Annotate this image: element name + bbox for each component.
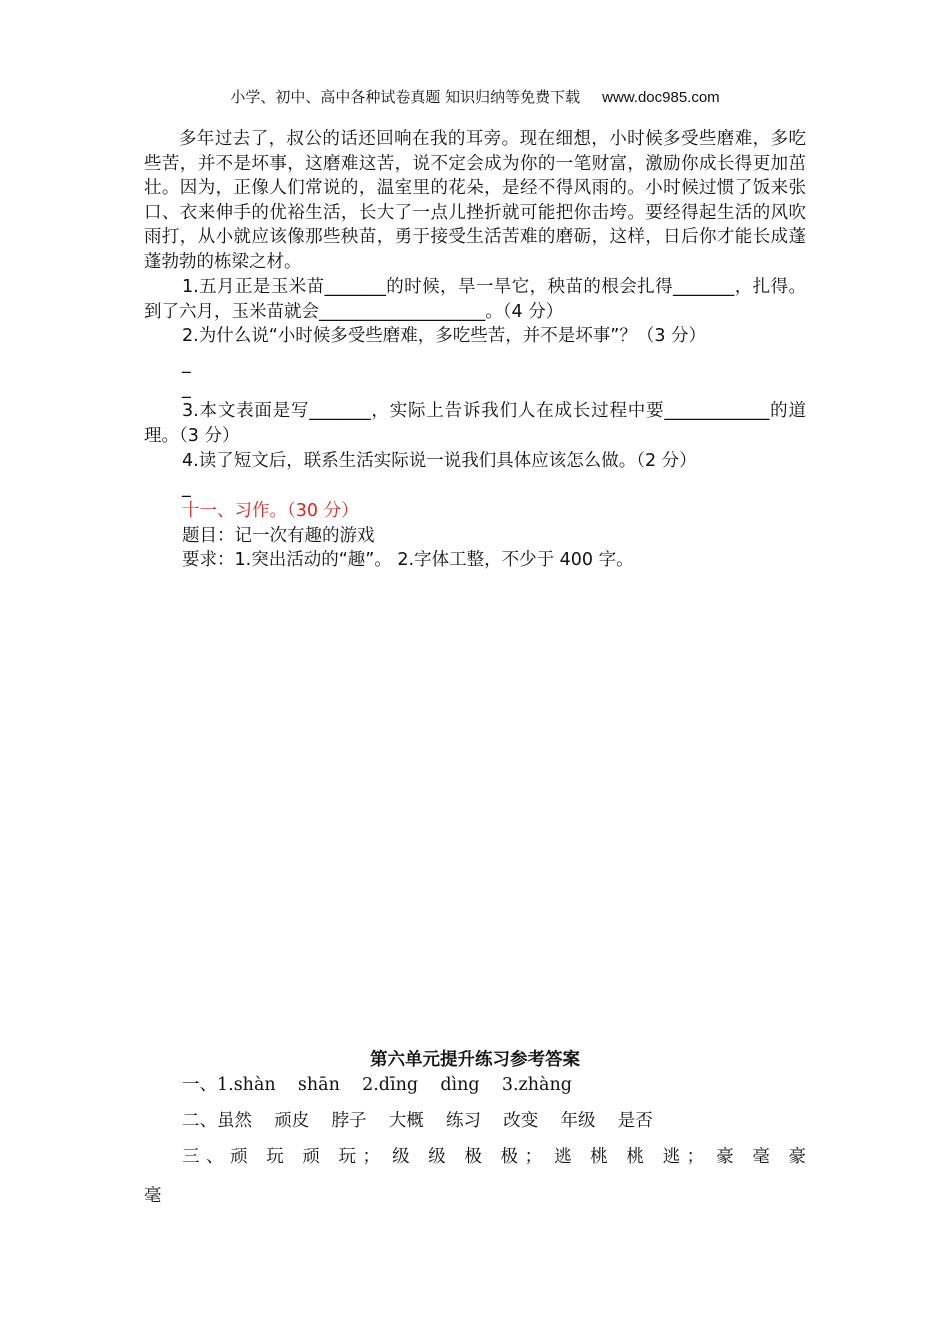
question-2: 2.为什么说“小时候多受些磨难，多吃些苦，并不是坏事”？（3 分） (182, 326, 707, 346)
writing-section-heading: 十一、习作。（30 分） (182, 501, 359, 521)
question-1: 1.五月正是玉米苗_______的时候，旱一旱它，秧苗的根会扎得_______，扎得。到了六月，玉米苗就会___________________。（4 分） (144, 277, 806, 322)
header-text: 小学、初中、高中各种试卷真题 知识归纳等免费下载 (230, 88, 581, 106)
header-site-link[interactable]: www.doc985.com (602, 89, 720, 106)
answer-blank-q2-line1: _ (182, 354, 191, 374)
question-3: 3.本文表面是写_______，实际上告诉我们人在成长过程中要____________的道理。（3 分） (144, 401, 806, 446)
writing-requirements: 要求：1.突出活动的“趣”。 2.字体工整，不少于 400 字。 (182, 550, 634, 570)
page-header (0, 86, 950, 107)
answer-blank-q4: _ (182, 478, 191, 498)
answer-line-3: 三、顽 玩 顽 玩； 级 级 极 极； 逃 桃 桃 逃； 豪 毫 豪 (182, 1147, 806, 1167)
question-4: 4.读了短文后，联系生活实际说一说我们具体应该怎么做。（2 分） (182, 451, 697, 471)
writing-topic: 题目：记一次有趣的游戏 (182, 526, 375, 546)
answer-key-title: 第六单元提升练习参考答案 (370, 1050, 580, 1070)
answer-blank-q2-line2: _ (182, 379, 191, 399)
answer-line-1: 一、1.shàn shān 2.dīng dìng 3.zhàng (182, 1075, 572, 1095)
reading-passage: 多年过去了，叔公的话还回响在我的耳旁。现在细想，小时候多受些磨难，多吃些苦，并不是坏事，这磨难这苦，说不定会成为你的一笔财富，激励你成长得更加茁壮。因为，正像人们常说的，温室里的花朵，是经不得风雨的。小时候过惯了饭来张口、衣来伸手的优裕生活，长大了一点儿挫折就可能把你击垮。要经得起生活的风吹雨打，从小就应该像那些秧苗，勇于接受生活苦难的磨砺，这样，日后你才能长成蓬蓬勃勃的栋梁之材。 (144, 129, 806, 272)
answer-line-2: 二、虽然 顽皮 脖子 大概 练习 改变 年级 是否 (182, 1111, 653, 1131)
answer-line-3-continued: 毫 (144, 1186, 162, 1206)
